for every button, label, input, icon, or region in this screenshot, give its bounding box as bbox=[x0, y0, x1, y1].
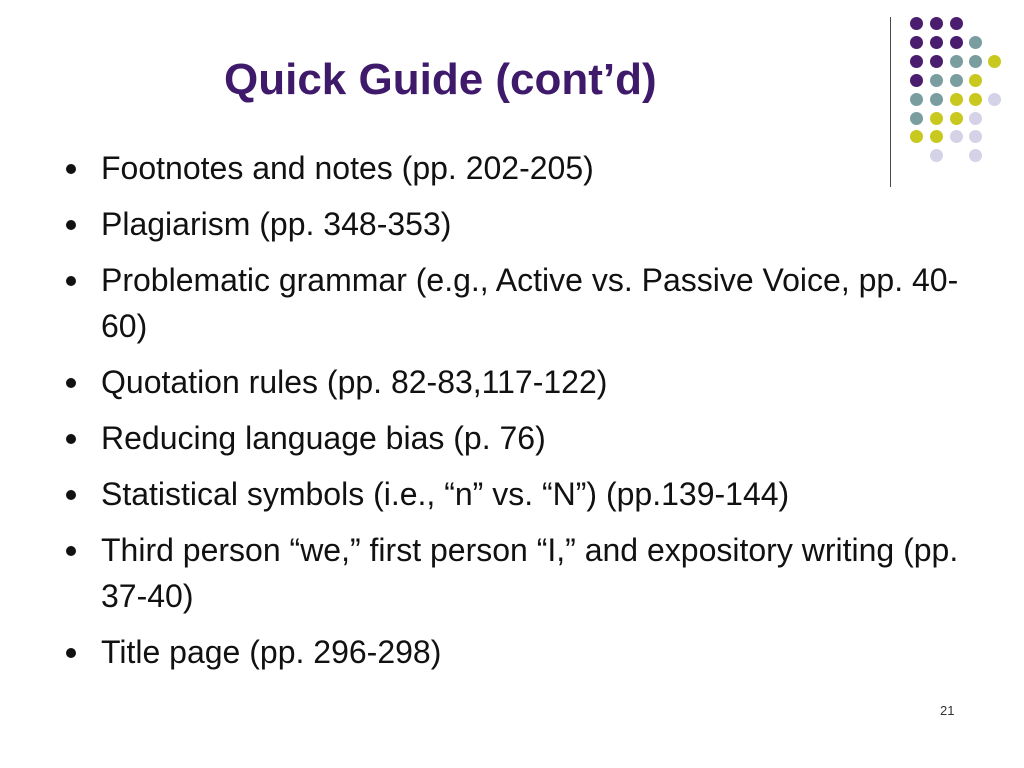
bullet-item bbox=[64, 145, 984, 191]
decor-dot bbox=[930, 36, 943, 49]
decor-dot bbox=[969, 36, 982, 49]
bullet-text: Third person “we,” first person “I,” and expository writing (pp. 37-40) bbox=[101, 532, 959, 614]
bullet-text: Title page (pp. 296-298) bbox=[101, 634, 442, 670]
bullet-item bbox=[64, 359, 984, 405]
decor-dot bbox=[988, 93, 1001, 106]
decor-dot bbox=[950, 74, 963, 87]
decor-dot bbox=[969, 74, 982, 87]
decor-dot bbox=[988, 55, 1001, 68]
decor-dot bbox=[969, 130, 982, 143]
decor-dot bbox=[930, 55, 943, 68]
decor-dot bbox=[930, 112, 943, 125]
decor-dot bbox=[969, 55, 982, 68]
decor-dot bbox=[950, 93, 963, 106]
bullet-dot-icon bbox=[66, 546, 76, 556]
decor-dot bbox=[930, 74, 943, 87]
bullet-dot-icon bbox=[66, 378, 76, 388]
bullet-dot-icon bbox=[66, 434, 76, 444]
decor-dot bbox=[910, 130, 923, 143]
slide-title: Quick Guide (cont’d) bbox=[224, 55, 657, 104]
decor-dot bbox=[910, 74, 923, 87]
decor-dot bbox=[950, 55, 963, 68]
bullet-text: Reducing language bias (p. 76) bbox=[101, 420, 546, 456]
decor-dot bbox=[950, 130, 963, 143]
decor-dot bbox=[950, 36, 963, 49]
decor-dot bbox=[930, 93, 943, 106]
bullet-list bbox=[64, 145, 984, 685]
bullet-text: Quotation rules (pp. 82-83,117-122) bbox=[101, 364, 608, 400]
bullet-item bbox=[64, 471, 984, 517]
bullet-text: Plagiarism (pp. 348-353) bbox=[101, 206, 452, 242]
bullet-item bbox=[64, 415, 984, 461]
bullet-text: Footnotes and notes (pp. 202-205) bbox=[101, 150, 594, 186]
decor-dot bbox=[950, 112, 963, 125]
decor-dot bbox=[910, 93, 923, 106]
bullet-item bbox=[64, 629, 984, 675]
slide-number: 21 bbox=[940, 703, 955, 718]
decor-dot bbox=[950, 17, 963, 30]
bullet-dot-icon bbox=[66, 220, 76, 230]
bullet-item bbox=[64, 257, 984, 349]
decor-dot bbox=[910, 17, 923, 30]
decor-dot bbox=[930, 130, 943, 143]
decor-dot bbox=[930, 17, 943, 30]
bullet-dot-icon bbox=[66, 276, 76, 286]
bullet-item bbox=[64, 527, 984, 619]
bullet-item bbox=[64, 201, 984, 247]
decor-dot bbox=[910, 36, 923, 49]
decor-dot bbox=[910, 55, 923, 68]
bullet-text: Statistical symbols (i.e., “n” vs. “N”) (pp.139-144) bbox=[101, 476, 790, 512]
bullet-dot-icon bbox=[66, 164, 76, 174]
decor-dot bbox=[969, 93, 982, 106]
bullet-dot-icon bbox=[66, 490, 76, 500]
decor-dot bbox=[910, 112, 923, 125]
bullet-text: Problematic grammar (e.g., Active vs. Passive Voice, pp. 40-60) bbox=[101, 262, 959, 344]
bullet-dot-icon bbox=[66, 648, 76, 658]
decor-dot bbox=[969, 112, 982, 125]
